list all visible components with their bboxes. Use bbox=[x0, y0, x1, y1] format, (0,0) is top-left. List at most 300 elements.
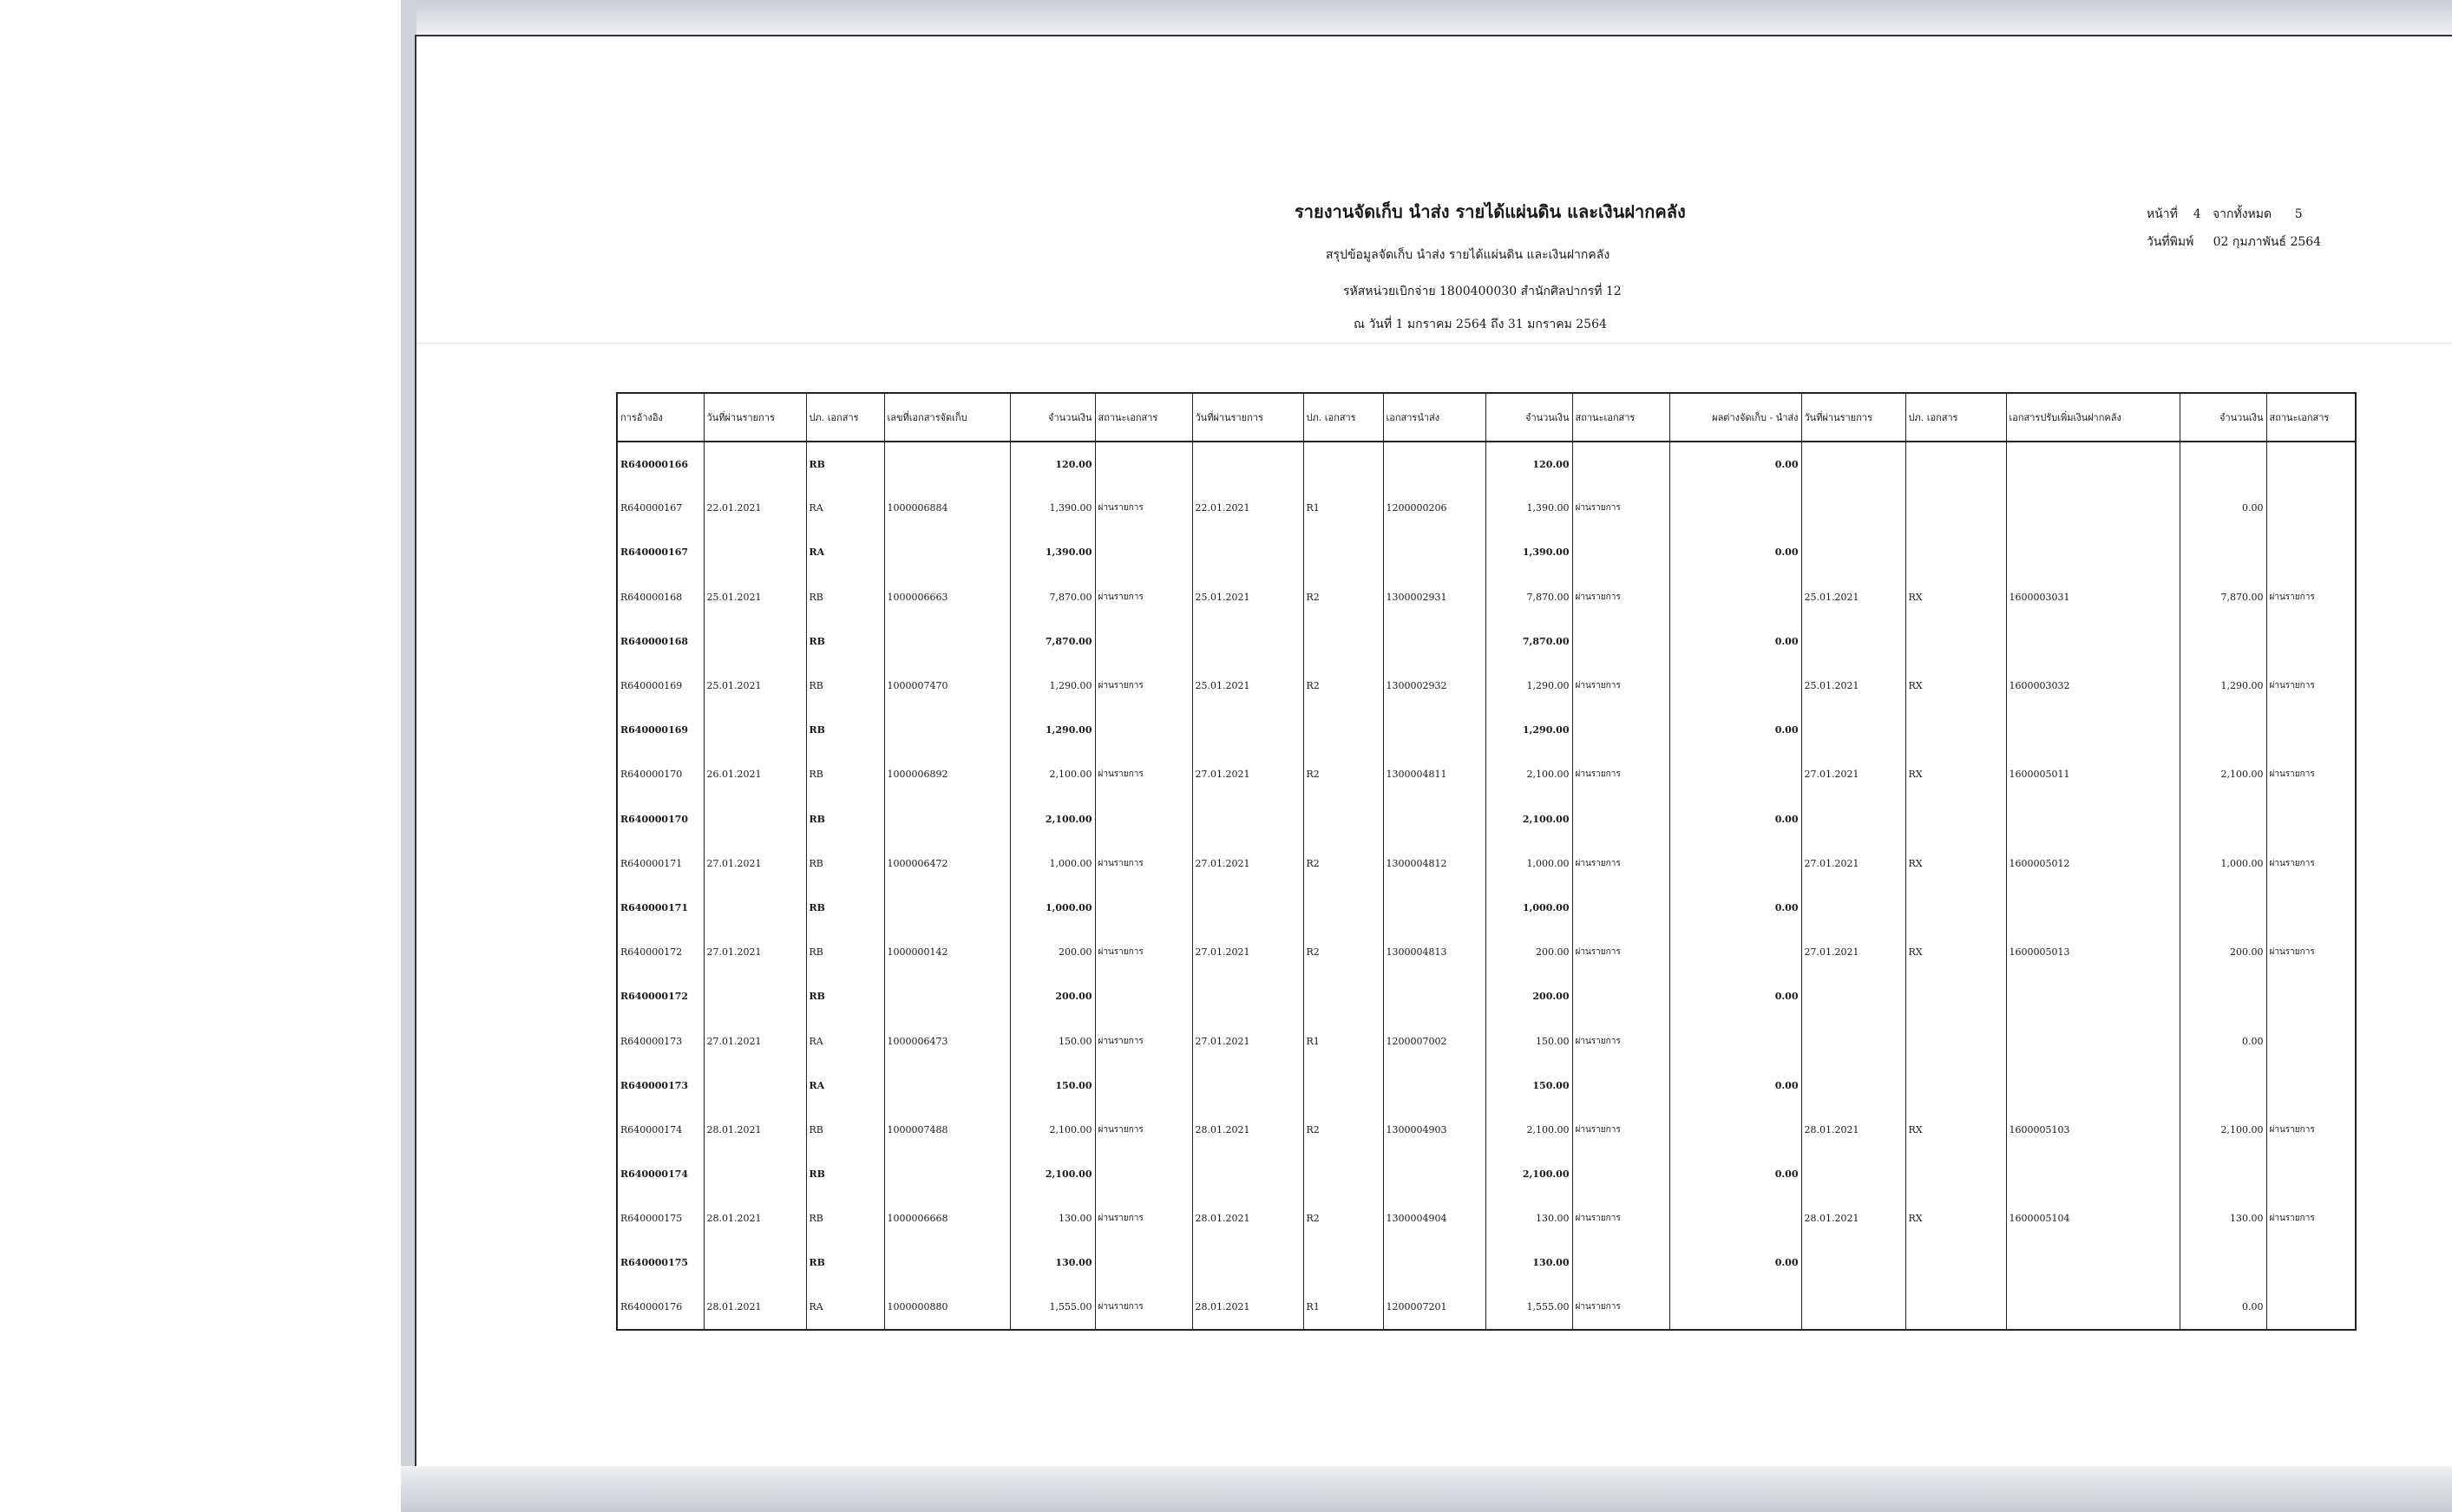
table-cell: ผ่านรายการ bbox=[1572, 575, 1669, 619]
table-cell: 7,870.00 bbox=[1485, 575, 1572, 619]
table-subtotal-row bbox=[617, 886, 2356, 930]
table-cell bbox=[2180, 619, 2266, 664]
table-cell: 1,290.00 bbox=[1010, 708, 1095, 752]
table-cell: RB bbox=[806, 797, 884, 841]
table-cell: 27.01.2021 bbox=[704, 841, 806, 886]
table-cell: ผ่านรายการ bbox=[2266, 752, 2356, 796]
table-cell bbox=[1572, 1152, 1669, 1196]
table-cell: R640000168 bbox=[617, 575, 704, 619]
table-cell: ผ่านรายการ bbox=[1572, 930, 1669, 974]
table-cell: 0.00 bbox=[2180, 486, 2266, 530]
table-cell bbox=[2266, 886, 2356, 930]
table-cell: R640000174 bbox=[617, 1152, 704, 1196]
table-cell: 1300002932 bbox=[1383, 664, 1485, 708]
table-cell bbox=[2266, 1152, 2356, 1196]
table-cell: 1600005012 bbox=[2006, 841, 2180, 886]
table-cell: 27.01.2021 bbox=[704, 930, 806, 974]
table-cell: RA bbox=[806, 530, 884, 574]
table-cell: 0.00 bbox=[1669, 797, 1801, 841]
table-cell: RB bbox=[806, 886, 884, 930]
table-cell: 27.01.2021 bbox=[1192, 1018, 1303, 1063]
table-body bbox=[617, 442, 2356, 1330]
table-cell: 22.01.2021 bbox=[1192, 486, 1303, 530]
table-cell: 2,100.00 bbox=[1010, 797, 1095, 841]
table-cell bbox=[1572, 886, 1669, 930]
table-cell: RB bbox=[806, 442, 884, 486]
table-cell bbox=[1572, 1064, 1669, 1108]
table-cell: R1 bbox=[1303, 486, 1383, 530]
table-cell: R2 bbox=[1303, 1196, 1383, 1240]
table-cell: ผ่านรายการ bbox=[1095, 1018, 1192, 1063]
column-header: เอกสารปรับเพิ่มเงินฝากคลัง bbox=[2006, 393, 2180, 442]
table-cell bbox=[884, 619, 1010, 664]
table-cell: ผ่านรายการ bbox=[2266, 841, 2356, 886]
table-cell: R640000171 bbox=[617, 886, 704, 930]
table-row bbox=[617, 841, 2356, 886]
column-header: ปภ. เอกสาร bbox=[1303, 393, 1383, 442]
table-cell: 27.01.2021 bbox=[1192, 930, 1303, 974]
table-cell bbox=[1303, 797, 1383, 841]
table-cell bbox=[1905, 1152, 2006, 1196]
column-header: ปภ. เอกสาร bbox=[1905, 393, 2006, 442]
table-cell: 25.01.2021 bbox=[1192, 664, 1303, 708]
table-cell: ผ่านรายการ bbox=[1572, 1108, 1669, 1152]
table-cell bbox=[1383, 619, 1485, 664]
table-cell: 2,100.00 bbox=[2180, 752, 2266, 796]
table-cell: 0.00 bbox=[1669, 886, 1801, 930]
table-cell: 1300004812 bbox=[1383, 841, 1485, 886]
table-cell bbox=[704, 442, 806, 486]
table-cell bbox=[1801, 974, 1905, 1018]
table-cell: RX bbox=[1905, 664, 2006, 708]
table-cell: 1000007488 bbox=[884, 1108, 1010, 1152]
table-cell: 27.01.2021 bbox=[704, 1018, 806, 1063]
table-cell: 1000000142 bbox=[884, 930, 1010, 974]
table-cell: 1,390.00 bbox=[1485, 486, 1572, 530]
table-cell: RB bbox=[806, 930, 884, 974]
table-cell: 1200000206 bbox=[1383, 486, 1485, 530]
table-cell: 150.00 bbox=[1485, 1064, 1572, 1108]
table-cell bbox=[2006, 1240, 2180, 1285]
table-cell bbox=[704, 886, 806, 930]
table-cell bbox=[884, 1240, 1010, 1285]
table-cell: 1,390.00 bbox=[1485, 530, 1572, 574]
table-cell bbox=[1383, 974, 1485, 1018]
table-cell: R1 bbox=[1303, 1286, 1383, 1330]
table-cell: 200.00 bbox=[1010, 930, 1095, 974]
table-cell bbox=[1303, 1240, 1383, 1285]
table-cell: RX bbox=[1905, 841, 2006, 886]
table-cell: R640000176 bbox=[617, 1286, 704, 1330]
table-cell bbox=[1303, 442, 1383, 486]
table-cell: 0.00 bbox=[1669, 1152, 1801, 1196]
table-cell: R2 bbox=[1303, 752, 1383, 796]
table-cell: RX bbox=[1905, 575, 2006, 619]
table-cell: ผ่านรายการ bbox=[1095, 1196, 1192, 1240]
table-row bbox=[617, 930, 2356, 974]
table-cell bbox=[1905, 1240, 2006, 1285]
table-cell: R2 bbox=[1303, 841, 1383, 886]
table-cell: RA bbox=[806, 1018, 884, 1063]
table-cell bbox=[1192, 1064, 1303, 1108]
table-cell bbox=[1905, 486, 2006, 530]
table-cell: RB bbox=[806, 841, 884, 886]
table-cell: R640000173 bbox=[617, 1018, 704, 1063]
table-cell: 1600005104 bbox=[2006, 1196, 2180, 1240]
table-cell bbox=[1095, 797, 1192, 841]
table-cell bbox=[2006, 1018, 2180, 1063]
table-cell bbox=[1801, 1064, 1905, 1108]
table-cell bbox=[2006, 1286, 2180, 1330]
table-cell: ผ่านรายการ bbox=[2266, 1196, 2356, 1240]
table-cell: ผ่านรายการ bbox=[1572, 1286, 1669, 1330]
table-cell bbox=[1572, 708, 1669, 752]
table-cell bbox=[1669, 1108, 1801, 1152]
table-cell bbox=[1801, 1018, 1905, 1063]
table-cell: RA bbox=[806, 1286, 884, 1330]
table-cell bbox=[1669, 575, 1801, 619]
table-cell: R640000169 bbox=[617, 708, 704, 752]
table-cell: 7,870.00 bbox=[1010, 619, 1095, 664]
report-unit: รหัสหน่วยเบิกจ่าย 1800400030 สำนักศิลปากรที่ 12 bbox=[1343, 285, 1622, 298]
table-cell: R640000167 bbox=[617, 530, 704, 574]
table-cell: RB bbox=[806, 664, 884, 708]
table-cell: 1300004811 bbox=[1383, 752, 1485, 796]
table-cell bbox=[1801, 1240, 1905, 1285]
table-cell: 2,100.00 bbox=[1485, 1108, 1572, 1152]
table-cell: 120.00 bbox=[1010, 442, 1095, 486]
table-cell: R640000167 bbox=[617, 486, 704, 530]
table-cell bbox=[2180, 1064, 2266, 1108]
table-cell bbox=[1192, 886, 1303, 930]
table-cell: 1,290.00 bbox=[2180, 664, 2266, 708]
table-cell: R640000173 bbox=[617, 1064, 704, 1108]
table-cell bbox=[1905, 886, 2006, 930]
table-cell bbox=[1572, 530, 1669, 574]
table-cell bbox=[1669, 664, 1801, 708]
table-cell bbox=[1801, 886, 1905, 930]
table-cell: 28.01.2021 bbox=[704, 1286, 806, 1330]
table-cell bbox=[1192, 1240, 1303, 1285]
table-cell bbox=[1572, 1240, 1669, 1285]
table-cell: ผ่านรายการ bbox=[1095, 486, 1192, 530]
table-cell: 28.01.2021 bbox=[1801, 1196, 1905, 1240]
table-cell: RX bbox=[1905, 1196, 2006, 1240]
table-cell bbox=[704, 1152, 806, 1196]
table-cell: 28.01.2021 bbox=[704, 1108, 806, 1152]
table-cell: 150.00 bbox=[1010, 1018, 1095, 1063]
table-cell: 130.00 bbox=[1010, 1196, 1095, 1240]
table-cell: R640000169 bbox=[617, 664, 704, 708]
table-cell bbox=[1192, 442, 1303, 486]
table-cell bbox=[2180, 442, 2266, 486]
table-cell: 120.00 bbox=[1485, 442, 1572, 486]
table-cell bbox=[1303, 530, 1383, 574]
table-cell bbox=[884, 797, 1010, 841]
table-cell bbox=[2180, 797, 2266, 841]
print-date: วันที่พิมพ์ 02 กุมภาพันธ์ 2564 bbox=[2147, 235, 2322, 249]
table-cell bbox=[1095, 1152, 1192, 1196]
table-cell: ผ่านรายการ bbox=[1572, 664, 1669, 708]
table-cell bbox=[1192, 797, 1303, 841]
table-cell: 25.01.2021 bbox=[1801, 575, 1905, 619]
table-cell bbox=[2180, 530, 2266, 574]
table-cell: 25.01.2021 bbox=[1801, 664, 1905, 708]
table-cell bbox=[2006, 797, 2180, 841]
table-cell: ผ่านรายการ bbox=[1572, 841, 1669, 886]
table-cell: 0.00 bbox=[1669, 1064, 1801, 1108]
table-cell bbox=[1303, 974, 1383, 1018]
table-subtotal-row bbox=[617, 974, 2356, 1018]
table-cell: 130.00 bbox=[2180, 1196, 2266, 1240]
column-header: เอกสารนำส่ง bbox=[1383, 393, 1485, 442]
table-cell: 1,390.00 bbox=[1010, 486, 1095, 530]
table-subtotal-row bbox=[617, 1240, 2356, 1285]
table-cell bbox=[1303, 619, 1383, 664]
table-cell: 7,870.00 bbox=[2180, 575, 2266, 619]
table-cell: ผ่านรายการ bbox=[1095, 752, 1192, 796]
table-cell: RX bbox=[1905, 1108, 2006, 1152]
table-row bbox=[617, 1018, 2356, 1063]
table-cell: 1300002931 bbox=[1383, 575, 1485, 619]
table-cell bbox=[1192, 530, 1303, 574]
table-cell: 0.00 bbox=[2180, 1286, 2266, 1330]
table-row bbox=[617, 1286, 2356, 1330]
table-cell: 27.01.2021 bbox=[1192, 841, 1303, 886]
table-cell: 2,100.00 bbox=[1485, 797, 1572, 841]
table-cell bbox=[1572, 619, 1669, 664]
table-cell: RB bbox=[806, 619, 884, 664]
table-cell: 1000006473 bbox=[884, 1018, 1010, 1063]
table-cell bbox=[1095, 886, 1192, 930]
table-cell: 1,000.00 bbox=[1485, 886, 1572, 930]
table-cell: 27.01.2021 bbox=[1801, 752, 1905, 796]
table-cell bbox=[1801, 530, 1905, 574]
table-cell: 28.01.2021 bbox=[704, 1196, 806, 1240]
table-cell: ผ่านรายการ bbox=[2266, 575, 2356, 619]
table-cell bbox=[2266, 1018, 2356, 1063]
table-cell bbox=[1383, 442, 1485, 486]
table-cell: 1600005103 bbox=[2006, 1108, 2180, 1152]
table-cell bbox=[884, 1064, 1010, 1108]
table-cell: 1,000.00 bbox=[1485, 841, 1572, 886]
table-cell: 2,100.00 bbox=[1010, 1152, 1095, 1196]
table-cell bbox=[2266, 442, 2356, 486]
table-subtotal-row bbox=[617, 797, 2356, 841]
table-cell bbox=[2266, 708, 2356, 752]
table-cell bbox=[1669, 1196, 1801, 1240]
table-cell: 1300004813 bbox=[1383, 930, 1485, 974]
column-header: สถานะเอกสาร bbox=[1572, 393, 1669, 442]
table-cell: ผ่านรายการ bbox=[1095, 1108, 1192, 1152]
table-cell: R640000171 bbox=[617, 841, 704, 886]
table-cell: 130.00 bbox=[1485, 1240, 1572, 1285]
table-header-row bbox=[617, 393, 2356, 442]
table-cell: 1600003032 bbox=[2006, 664, 2180, 708]
table-cell: ผ่านรายการ bbox=[2266, 1108, 2356, 1152]
table-cell: 1600005013 bbox=[2006, 930, 2180, 974]
table-cell bbox=[1095, 530, 1192, 574]
table-cell bbox=[2180, 974, 2266, 1018]
table-cell: R640000175 bbox=[617, 1196, 704, 1240]
table-cell bbox=[884, 530, 1010, 574]
table-cell bbox=[1905, 619, 2006, 664]
table-row bbox=[617, 1196, 2356, 1240]
table-cell: 0.00 bbox=[2180, 1018, 2266, 1063]
table-cell bbox=[2266, 797, 2356, 841]
table-cell bbox=[1669, 841, 1801, 886]
table-cell bbox=[1669, 486, 1801, 530]
table-cell: 130.00 bbox=[1010, 1240, 1095, 1285]
table-cell bbox=[1572, 442, 1669, 486]
table-cell: RB bbox=[806, 1240, 884, 1285]
table-cell bbox=[1905, 1286, 2006, 1330]
table-cell: R2 bbox=[1303, 930, 1383, 974]
table-subtotal-row bbox=[617, 1152, 2356, 1196]
table-cell: 25.01.2021 bbox=[704, 575, 806, 619]
table-cell: 1,290.00 bbox=[1485, 664, 1572, 708]
table-cell bbox=[2006, 1064, 2180, 1108]
table-cell: R640000168 bbox=[617, 619, 704, 664]
table-cell bbox=[1383, 797, 1485, 841]
table-cell: 26.01.2021 bbox=[704, 752, 806, 796]
table-cell: 28.01.2021 bbox=[1192, 1286, 1303, 1330]
table-cell: 2,100.00 bbox=[1010, 1108, 1095, 1152]
table-cell bbox=[1572, 797, 1669, 841]
table-cell bbox=[884, 442, 1010, 486]
table-cell bbox=[1095, 708, 1192, 752]
table-cell bbox=[2006, 974, 2180, 1018]
column-header: วันที่ผ่านรายการ bbox=[1192, 393, 1303, 442]
table-cell: RB bbox=[806, 1152, 884, 1196]
table-cell bbox=[704, 619, 806, 664]
table-cell bbox=[704, 530, 806, 574]
table-cell: 130.00 bbox=[1485, 1196, 1572, 1240]
table-subtotal-row bbox=[617, 442, 2356, 486]
table-cell: 0.00 bbox=[1669, 708, 1801, 752]
table-cell: 2,100.00 bbox=[1485, 1152, 1572, 1196]
table-cell: ผ่านรายการ bbox=[2266, 664, 2356, 708]
table-cell: 7,870.00 bbox=[1010, 575, 1095, 619]
table-cell bbox=[2006, 1152, 2180, 1196]
table-cell: RA bbox=[806, 486, 884, 530]
table-row bbox=[617, 486, 2356, 530]
table-cell: 0.00 bbox=[1669, 442, 1801, 486]
table-cell bbox=[1383, 1064, 1485, 1108]
table-cell: 1300004904 bbox=[1383, 1196, 1485, 1240]
page-fold-line bbox=[416, 343, 2452, 344]
table-cell bbox=[1303, 708, 1383, 752]
table-cell: R1 bbox=[1303, 1018, 1383, 1063]
table-cell bbox=[1095, 1240, 1192, 1285]
table-cell: 1000006663 bbox=[884, 575, 1010, 619]
column-header: ปภ. เอกสาร bbox=[806, 393, 884, 442]
table-cell bbox=[2006, 886, 2180, 930]
table-cell: RB bbox=[806, 752, 884, 796]
table-cell bbox=[1905, 1018, 2006, 1063]
table-cell: 28.01.2021 bbox=[1192, 1196, 1303, 1240]
table-cell: 200.00 bbox=[1485, 930, 1572, 974]
table-cell bbox=[2006, 486, 2180, 530]
table-cell: 1000006472 bbox=[884, 841, 1010, 886]
table-cell: 1200007002 bbox=[1383, 1018, 1485, 1063]
table-cell bbox=[1383, 530, 1485, 574]
table-cell: 0.00 bbox=[1669, 530, 1801, 574]
table-cell bbox=[884, 886, 1010, 930]
table-cell: 200.00 bbox=[2180, 930, 2266, 974]
table-cell: 0.00 bbox=[1669, 619, 1801, 664]
report-period: ณ วันที่ 1 มกราคม 2564 ถึง 31 มกราคม 2564 bbox=[1354, 317, 1607, 331]
table-cell: 1,555.00 bbox=[1485, 1286, 1572, 1330]
table-cell bbox=[2006, 619, 2180, 664]
table-cell bbox=[1905, 974, 2006, 1018]
table-cell: R640000174 bbox=[617, 1108, 704, 1152]
table-cell bbox=[1192, 974, 1303, 1018]
table-cell: 0.00 bbox=[1669, 974, 1801, 1018]
table-cell bbox=[1669, 930, 1801, 974]
table-cell: 1,555.00 bbox=[1010, 1286, 1095, 1330]
table-cell: 1600005011 bbox=[2006, 752, 2180, 796]
table-cell: RB bbox=[806, 1108, 884, 1152]
table-cell: 25.01.2021 bbox=[704, 664, 806, 708]
table-cell bbox=[2266, 530, 2356, 574]
table-cell: 1200007201 bbox=[1383, 1286, 1485, 1330]
table-cell bbox=[1801, 619, 1905, 664]
table-cell: ผ่านรายการ bbox=[1572, 486, 1669, 530]
table-cell: 2,100.00 bbox=[2180, 1108, 2266, 1152]
report-table bbox=[616, 392, 2357, 1331]
table-cell bbox=[2266, 1240, 2356, 1285]
table-cell bbox=[2266, 486, 2356, 530]
table-cell bbox=[1383, 1152, 1485, 1196]
table-cell: R2 bbox=[1303, 1108, 1383, 1152]
table-cell: 1,290.00 bbox=[1010, 664, 1095, 708]
table-subtotal-row bbox=[617, 530, 2356, 574]
table-cell bbox=[1383, 886, 1485, 930]
column-header: การอ้างอิง bbox=[617, 393, 704, 442]
table-cell: R640000172 bbox=[617, 974, 704, 1018]
table-row bbox=[617, 575, 2356, 619]
table-cell: 1600003031 bbox=[2006, 575, 2180, 619]
table-cell bbox=[1383, 1240, 1485, 1285]
table-cell: 1,390.00 bbox=[1010, 530, 1095, 574]
table-cell bbox=[2266, 1064, 2356, 1108]
table-cell: ผ่านรายการ bbox=[1095, 1286, 1192, 1330]
table-cell: 22.01.2021 bbox=[704, 486, 806, 530]
table-cell: RB bbox=[806, 1196, 884, 1240]
table-cell: 1,290.00 bbox=[1485, 708, 1572, 752]
column-header: สถานะเอกสาร bbox=[2266, 393, 2356, 442]
table-row bbox=[617, 1108, 2356, 1152]
table-cell bbox=[1303, 1064, 1383, 1108]
table-cell: RX bbox=[1905, 930, 2006, 974]
table-cell: 1,000.00 bbox=[2180, 841, 2266, 886]
table-cell: R640000166 bbox=[617, 442, 704, 486]
table-cell: ผ่านรายการ bbox=[1572, 1196, 1669, 1240]
table-cell: 150.00 bbox=[1010, 1064, 1095, 1108]
table-cell: 27.01.2021 bbox=[1801, 930, 1905, 974]
table-cell: 2,100.00 bbox=[1010, 752, 1095, 796]
table-cell: 1000007470 bbox=[884, 664, 1010, 708]
table-cell: ผ่านรายการ bbox=[1095, 575, 1192, 619]
table-cell: 1300004903 bbox=[1383, 1108, 1485, 1152]
table-cell: 1000006892 bbox=[884, 752, 1010, 796]
scan-background-bottom bbox=[401, 1466, 2452, 1512]
table-cell: ผ่านรายการ bbox=[1572, 1018, 1669, 1063]
column-header: จำนวนเงิน bbox=[1010, 393, 1095, 442]
table-cell bbox=[884, 974, 1010, 1018]
table-cell bbox=[1192, 619, 1303, 664]
